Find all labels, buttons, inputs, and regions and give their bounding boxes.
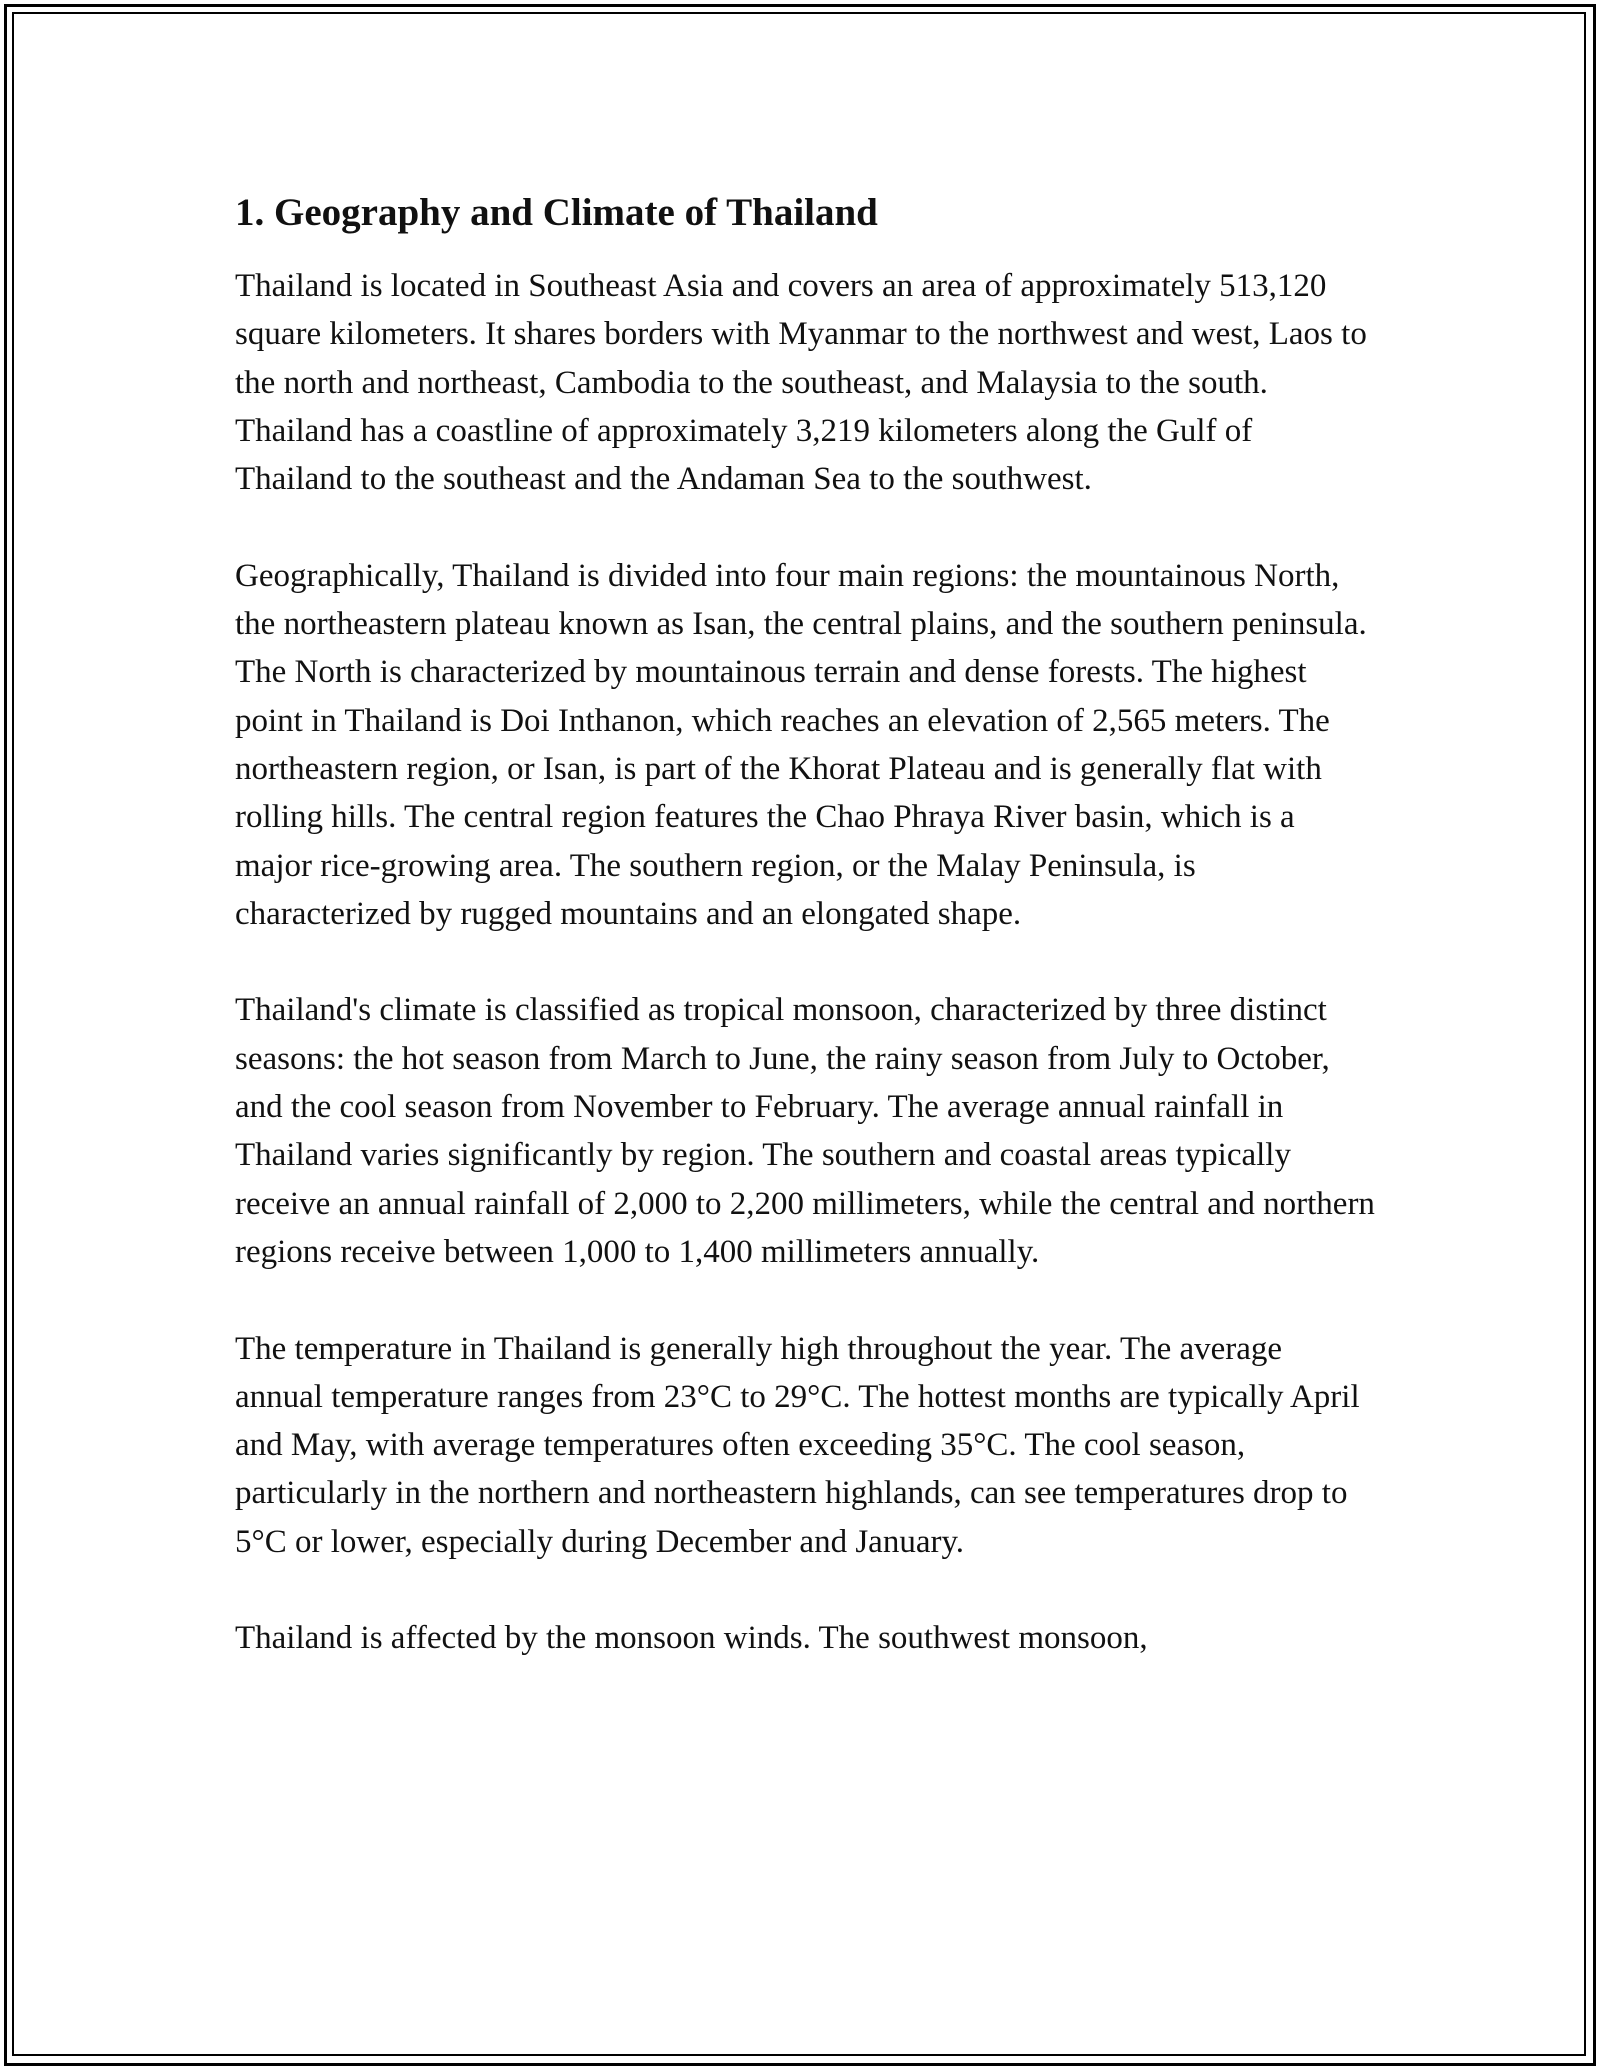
- paragraph-temperature: The temperature in Thailand is generally high throughout the year. The average annual temperature ranges from 23°C to 29°C. The hottest months are typically April and May, with average temperatures often exceeding 35°C. The cool season, particularly in the northern and northeastern highlands, can see temperatures drop to 5°C or lower, especially during December and January.: [235, 1330, 1360, 1560]
- paragraph-climate: Thailand's climate is classified as tropical monsoon, characterized by three distinct seasons: the hot season from March to June, the rainy season from July to October, and the cool season from November to February. The average annual rainfall in Thailand varies significantly by region. The southern and coastal areas typically receive an annual rainfall of 2,000 to 2,200 millimeters, while the central and northern regions receive between 1,000 to 1,400 millimeters annually.: [235, 992, 1375, 1270]
- paragraph-regions: Geographically, Thailand is divided into four main regions: the mountainous North, the northeastern plateau known as Isan, the central plains, and the southern peninsula. The North is characterized by mountainous terrain and dense forests. The highest point in Thailand is Doi Inthanon, which reaches an elevation of 2,565 meters. The northeastern region, or Isan, is part of the Khorat Plateau and is generally flat with rolling hills. The central region features the Chao Phraya River basin, which is a major rice-growing area. The southern region, or the Malay Peninsula, is characterized by rugged mountains and an elongated shape.: [235, 557, 1367, 932]
- paragraph-location: Thailand is located in Southeast Asia and covers an area of approximately 513,120 square kilometers. It shares borders with Myanmar to the northwest and west, Laos to the north and northeast, Cambodia to the southeast, and Malaysia to the south. Thailand has a coastline of approximately 3,219 kilometers along the Gulf of Thailand to the southeast and the Andaman Sea to the southwest.: [235, 268, 1367, 498]
- document-body: [235, 188, 1375, 1711]
- section-heading: 1. Geography and Climate of Thailand: [235, 191, 878, 234]
- paragraph-monsoon: Thailand is affected by the monsoon winds. The southwest monsoon,: [235, 1620, 1148, 1657]
